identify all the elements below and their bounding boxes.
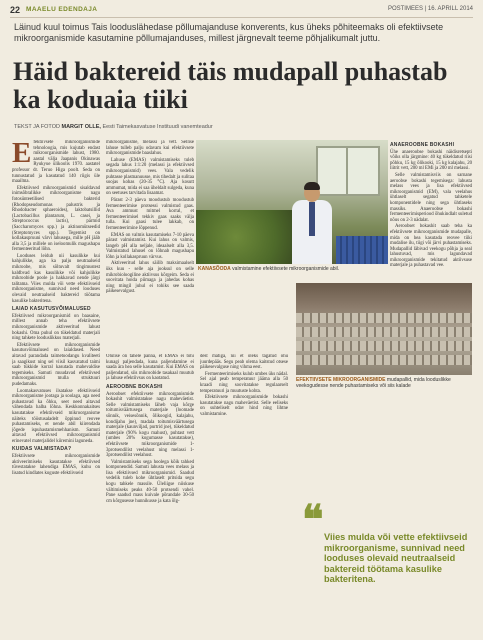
subheading: ANAEROOBNE BOKASHI [390, 142, 455, 148]
page-header [10, 5, 473, 18]
paragraph: Selle valmistamisviis on sarnane aeroobse bokashi tegemisega: lahusta melass vees ja lisa efektiivsed mikroorganismid (EM), vala veelahus ühtlaselt segatud tahketele komponentidele ning sega ühtlaseks massiks. Anaeroobse bokashi fermenteerimisperiood õhukindlalt suletud nõus on 2-3 nädalat. [390, 172, 472, 223]
article-column-1 [12, 140, 100, 636]
article-column-2b [106, 354, 194, 560]
drop-cap: E [12, 140, 32, 169]
byline [14, 124, 454, 130]
paragraph: Efektiivsete mikroorganismide bokashi kasutatakse nagu maheväetist. Selle eeliseks on suhteliselt odav hind ning lihtne valmistamine. [200, 395, 288, 417]
subheading: LAIAD KASUTUSVÕIMALUSED [12, 306, 91, 313]
paragraph: Ühe anaeroobse bokashi näidisretsepti võiks olla järgmine: 40 kg tükeldatud riisi põhku, 15 kg õlikooki, 15 kg kalajahu, 20 liitrit vett, 200 ml EMi ja 200 ml melassi. [390, 149, 472, 172]
photo-window [316, 146, 380, 196]
first-paragraph: Efektiivsete mikroorganismide tehnoloogia, mis kujutab endast mikroorganismide lahust, 1980. aastal välja Jaapanis Okinawas Ryukyue ülikoolis 1970. aastatel professor dr. Teruo Higa poolt. Seda on tunnustatud ja kasutatud 140 riigis üle maailma. [12, 140, 100, 185]
paragraph: Aeroobset bokashit saab teha ka efektiivsete mikroorganismide mudapalle, mida on hea kasutada reovee tiiki mudalise ilu, tiigi või järvi puhastamiseks. Mudapallid läbivad veekogu põhja ja seal lahustuvad, mis lagundavad mikroorganismide tekitatud aktiivsuse materjale ja puhastavad vee. [390, 224, 472, 269]
subheading: KUIDAS VALMISTADA? [12, 446, 72, 453]
section-name: MAAELU EDENDAJA [26, 6, 98, 13]
paragraph: mikroorganisme, melassi ja vett. Sellise lahuse tulleb palju odavam kui efektiivsete mikroorganismide baaslahus. [106, 140, 194, 157]
paragraph: Aktiveeritud lahus säilib maksimaalselt üks kuu - selle aja jooksul on selle mikrobioloogiline aktiivsus kõrgeim. Seda ei soovitata hoida piimaga ja jahedas kohas ning mingil juhul ei tohiks see saada päikesevalgust. [106, 261, 194, 294]
article-column-2 [106, 140, 194, 294]
lead-paragraph: Läinud kuul toimus Tais looduslähedase põllumajanduse konverents, kus üheks põhiteemaks oli efektiivsete mikroorganismide kasutamine põllumajanduses, millest järgnevalt teeme põhjalikumalt juttu. [14, 22, 444, 43]
photo-tray [196, 210, 296, 264]
caption-label: KANASÕODA [198, 266, 231, 272]
photo-crate [336, 236, 388, 264]
paragraph: dest matiga, nii et oleks tagatud õhu juurdepääs. Segu peab olema kaitstud otsese päikesevalguse ning vihma eest. [200, 354, 288, 371]
article-column-3 [200, 354, 288, 520]
paragraph: Valmistamiseks sega hoolega kõik tahked komponendid. Samuti lahusta vees melass ja lisa efektiivsed mikroorganismid. Saadud vedelik tuleb kohe ühtlaselt pritsida segu kogu tahkele massile. Üleliigse niiskuse vältimiseks peaks 40-50 protsendi vahel. Pane saadud mass kuivale põrandale 30-50 cm kõrgusesse hunnikusse ja kata õlg- [106, 459, 194, 504]
paragraph: Olulise on tähele panna, et EMAS ei tohi kunagi paljendada, kuna paljendamine ei saada ära hea selle kasutamist. Kui EMAS on paljendatud, siis mikroobide tasakaal muutub ja lahuse efektiivsus on kaotatud. [106, 354, 194, 382]
photo-caption-1: KANASÕODA valmistamine efektiivsete mikroorganismide abil. [198, 266, 340, 272]
caption-label: EFEKTIIVSETE MIKROORGANISMIDE [296, 377, 386, 383]
paragraph: Aeroobset efektiivsete mikroorganismide bokashit valmistatakse nagu maheväetist. Selle valmistamiseks läheb vaja kõrge toitumisväärtusega materjale (loomade sõnnik, veisesõnnik, õlikoogid, kalajahu, kondijahu jne), madala toitumisväärtusega materjale (kaunviljad, purtrid jne), tükeldatud materjale (90% kogu mahust), puhtast vett (umbes 20% kogumasse kasutatakse), efektiivsete mikroorganismide 1-3protsendilist veelahust ning melassi 1-3protsendilist veelahust. [106, 391, 194, 459]
paragraph: EMAS on valmis kasutamiseks 7-10 päeva pärast valmistamist. Kui lahus on valmis, langeb pH alla neljale, ideaalselt alla 3,5. Valmistatud lahusel on lõhnab magushapu lõhn ja kollakaspruun värvus. [106, 232, 194, 260]
paragraph: Fermenteerimiseks kulub umbes üks nädal. Sel ajal peab temperatuur jääma alla 50 kraadi ning soovitatakse regulaarselt temperatuuri ja muutuste kohta. [200, 371, 288, 394]
paragraph: Pärast 2-3 päeva moodustub moodustub fermenteerimise protsessi valmistud gaas. Ava ammust mitmel korral, et fermenteerimisel tekkiv gaas saaks välja tulla. Kui gaasi tulee lakkab, on fermenteerimine lõppenud. [106, 197, 194, 231]
byline-prefix: TEKST JA FOTOD [14, 124, 60, 130]
paragraph: Efektiivsed mikroorganismid sisaldavad inimsõbralikke mikroorganisme nagu fotosünteetilised bakterid (Rhodopseudomonas palustris ja Rhodobacter sphaeroides), laktobatsillid (Lactobacillus plantarum, L. casei, ja Streptococcus lactis), pärmid (Saccharomyces spp.) ja aktinomütseedid (Streptomyces spp.). Tegemist on kollakaspruuni värvi lahusega, mille pH jääb alla 3,5 ja millele on iseloomulik magushapu fermenteeritud lõhn. [12, 185, 100, 253]
paragraph: Efektiivsed mikroorganismid on baasaine, millest annab teha efektiivsete mikroorganismide aktiveeritud lahust bokashi. Oma puhul on tükeldatud materjali ning tahkete looduslikkus materjali. [12, 313, 100, 342]
byline-author: MARGIT OLLE, [61, 124, 101, 130]
paragraph: Lahuse (EMAS) valmistamiseks tuleb segada lahus 1:1:20 (melassi ja efektiivsed mikroorganismid) vees. Vala vedelik puhtasse plastnanuusse, mis tihedalt ja sulitaa soojas kohas (20-35 °C). Aja kosutt ammumat, mida ei saa üheldalt sulgeda, kuna on seetuses tarvitada lisaamat. [106, 157, 194, 197]
page-number: 22 [10, 5, 21, 15]
paragraph: Efektiivsete mikroorganismide kasutusvõimalused on laialdased. Need aitavad parandada taimetoodangu kvaliteeti ja saagikust ning sel viisil kasvatatud taimi saab tükkide korral kasutada mahevaldise tegemiseks. Samuti muudavad efektiivsed mikroorganismid mulla struktuuri pudedamaks. [12, 342, 100, 387]
subheading: AEROOBNE BOKASHI [106, 383, 163, 390]
paragraph: Efektiivsete mikroorganismide aktiveerimiseks kasutatakse efektiivsed tüvestatakse lahendiga EMAS, kuhu on lisatud kindlates koguste efektiivseid [12, 454, 100, 476]
paragraph: Loomakasvatuses ilsatakse efektiivseid mikroorganisme jootaga ja soolaga, aga need puhastavad ka õhku, seet need aitavad vähendada halba lõhna. Keskkonnakaitses kasutatakse efektiivseid mikroorganisme näiteks tööstusaladelt õppinud reovee puhastamiseks, et nende abil kiirendada jõgede ispuhastamismehhanism. Samuti aitavad efektiivsed mikroorganismid erinevatel materjalidel kiiremini laguneda. [12, 388, 100, 444]
photo-researcher-with-tray [196, 140, 388, 264]
byline-affiliation: Eesti Taimekasvatuse Instituudi vanemteadur [102, 124, 213, 130]
dateline: POSTIMEES | 16. APRILL 2014 [387, 6, 473, 12]
quote-mark-icon: ❝ [302, 497, 324, 542]
pull-quote: Viies mulda või vette efektiivseid mikroorganisme, sunnivad need looduses olevaid neutraalseid baktereid töötama kasulike bakteritena. [324, 532, 468, 584]
paragraph: Looduses leidub nii kasulikke kui kahjulikke, aga ka palju neutraalseid mikroobe, mis sõltuvalt tingimustest kaldbvad kas kasulikke või kahjulikke mikroobide poole ja hakkavad nende järgi talitama. Viies mulda või vette efektiivseid mikroorganisme, sunnivad need looduses olevaid neutraalseid baktereid töötama kasulike bakteritena. [12, 253, 100, 304]
photo-caption-2: EFEKTIIVSETE MIKROORGANISMIDE mudapallid, mida looduslikke veekogudesse nende puhastamiseks või siis kalade [296, 377, 451, 389]
article-headline: Häid baktereid täis mudapall puhastab ka koduaia tiiki [13, 57, 448, 114]
